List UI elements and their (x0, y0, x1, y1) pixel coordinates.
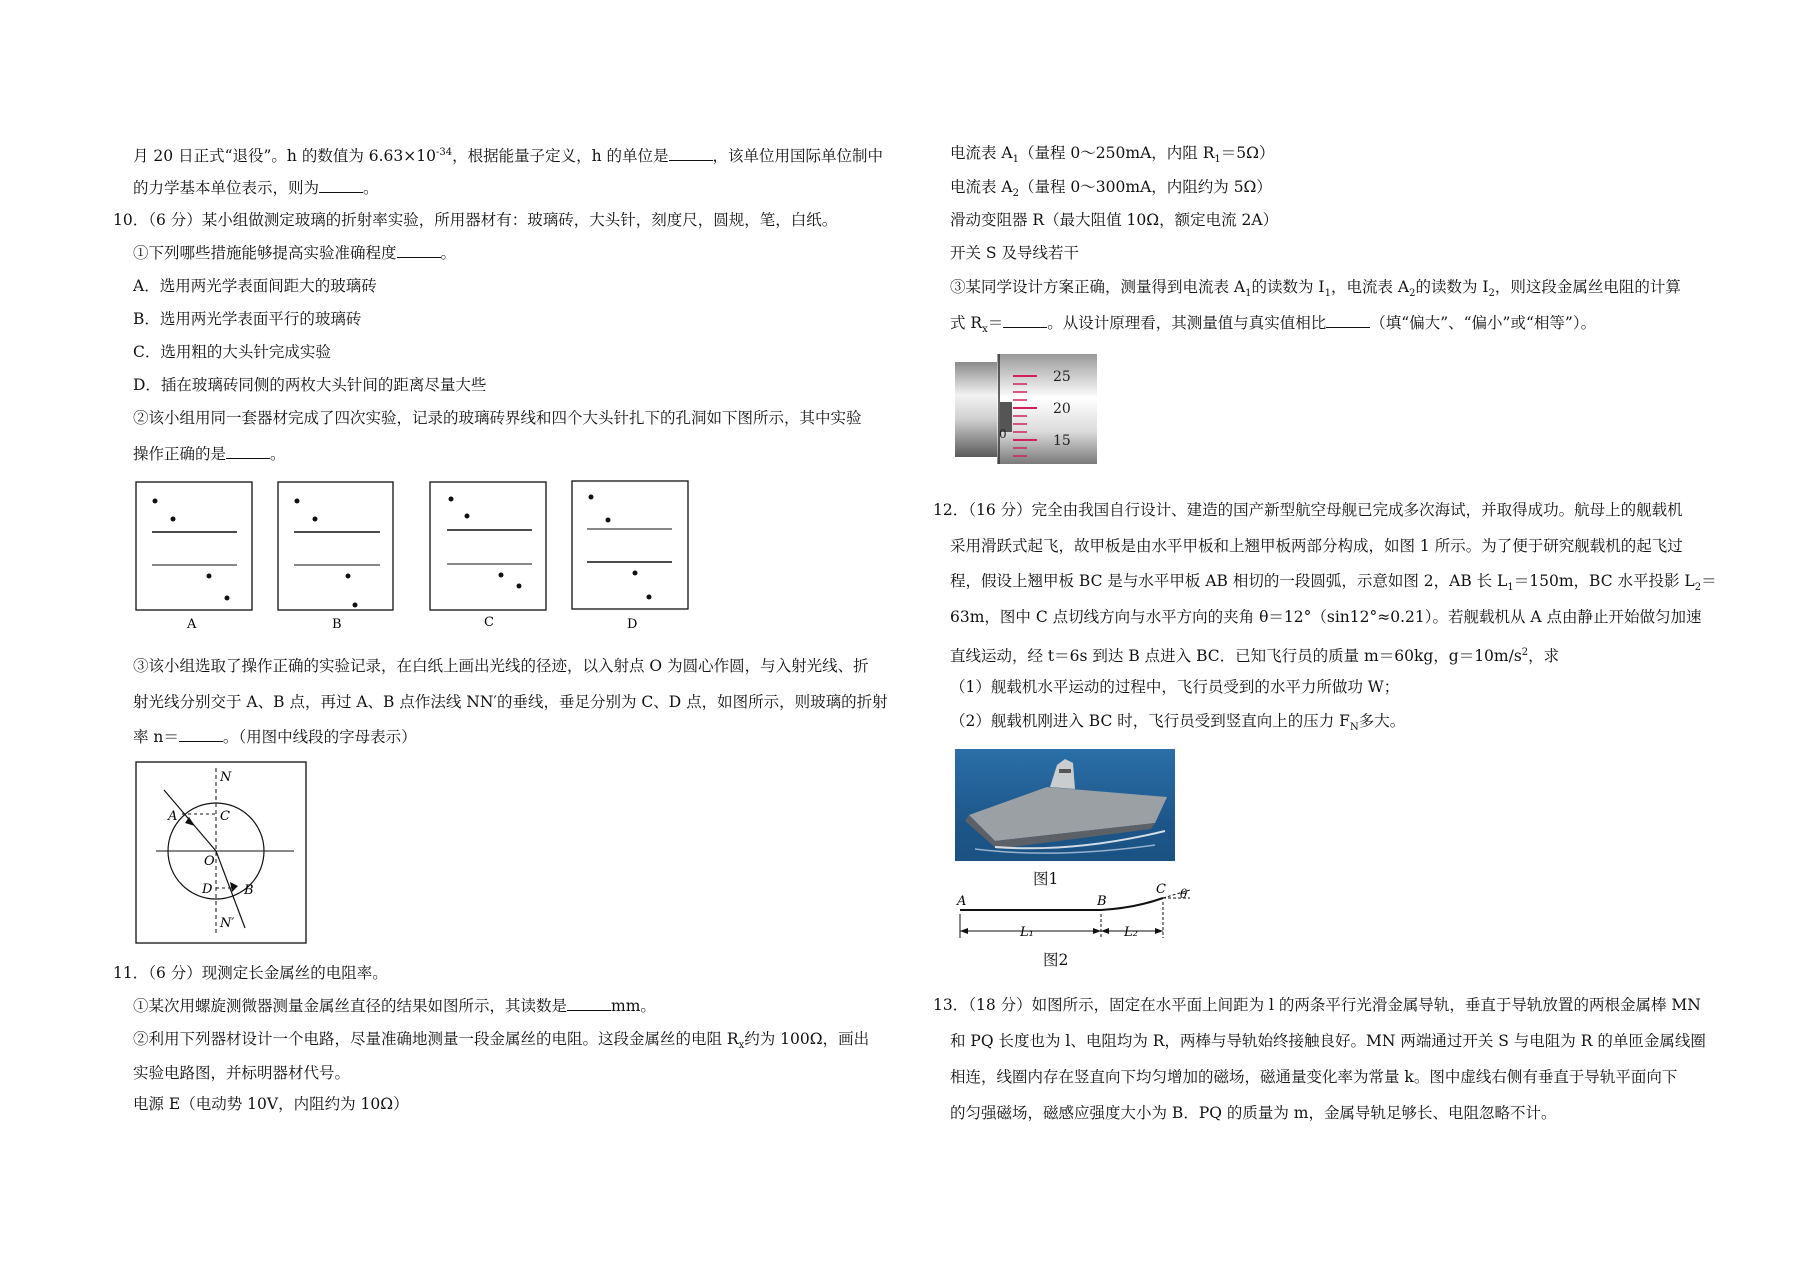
label-o: O (204, 854, 215, 869)
label-b: B (244, 883, 254, 898)
label-n-prime: N′ (220, 916, 235, 931)
q12-sub-1: （1）舰载机水平运动的过程中，飞行员受到的水平力所做功 W； (950, 678, 1400, 696)
deck-label-b: B (1097, 894, 1107, 909)
answer-blank[interactable] (179, 727, 223, 742)
q9-line-1: 月 20 日正式“退役”。h 的数值为 $6.63\times 10^{-34}$，根据能量子定义，h 的单位是 ，该单位用国际单位制中 (133, 147, 884, 166)
label-d: D (202, 882, 213, 897)
q11-part3-line2: 式 $R_x=$ 。从设计原理看，其测量值与真实值相比 （填“偏大”、“偏小”或“相等”）。 (950, 314, 1597, 336)
refraction-circle-diagram (134, 760, 309, 947)
diagram-label-b: B (332, 617, 342, 632)
q10-stem: 10．（6 分）某小组做测定玻璃的折射率实验，所用器材有：玻璃砖，大头针，刻度尺，圆规，笔，白纸。 (113, 211, 838, 229)
diagram-d (572, 481, 688, 632)
q10-part3-line1: ③该小组选取了操作正确的实验记录，在白纸上画出光线的径迹，以入射点 O 为圆心作圆，与入射光线、折 (133, 657, 869, 675)
q10-option-c: C．选用粗的大头针完成实验 (133, 343, 331, 361)
label-a: A (168, 809, 178, 824)
answer-blank[interactable] (1326, 313, 1370, 328)
rheostat: 滑动变阻器 R（最大阻值 10Ω，额定电流 2A） (950, 211, 1279, 229)
mic-label-0: 0 (999, 427, 1007, 441)
q13-line-2: 和 PQ 长度也为 l、电阻均为 R，两棒与导轨始终接触良好。MN 两端通过开关 S 与电阻为 R 的单匝金属线圈 (950, 1032, 1706, 1050)
deck-label-a: A (957, 894, 967, 909)
q12-line-2: 采用滑跃式起飞，故甲板是由水平甲板和上翘甲板两部分构成，如图 1 所示。为了便于研究舰载机的起飞过 (950, 537, 1683, 555)
q12-line-3: 程，假设上翘甲板 BC 是与水平甲板 AB 相切的一段圆弧，示意如图 2，AB 长 $L_1=150m$，BC 水平投影 $L_2=$ (950, 572, 1717, 594)
q11-source: 电源 E（电动势 10V，内阻约为 10Ω） (133, 1095, 409, 1113)
q12-line-5: 直线运动，经 t＝6s 到达 B 点进入 BC．已知飞行员的质量 m＝60kg，$g=10m/s^2$，求 (950, 647, 1560, 666)
ammeter-a1: 电流表 $A_1$（量程 0～250mA，内阻 $R_1=5\Omega$） (950, 144, 1275, 166)
mic-label-20: 20 (1053, 401, 1071, 417)
answer-blank[interactable] (567, 996, 611, 1011)
micrometer-photo (955, 354, 1098, 464)
aircraft-carrier-photo (955, 749, 1175, 861)
q10-part1: ①下列哪些措施能够提高实验准确程度 。 (133, 244, 457, 262)
q10-part3-line3: 率 n＝ 。（用图中线段的字母表示） (133, 728, 417, 746)
deck-label-l2: L₂ (1124, 925, 1138, 940)
q13-line-3: 相连，线圈内存在竖直向下均匀增加的磁场，磁通量变化率为常量 k。图中虚线右侧有垂直于导轨平面向下 (950, 1068, 1678, 1086)
q11-stem: 11．（6 分）现测定长金属丝的电阻率。 (113, 964, 388, 982)
q9-line-2: 的力学基本单位表示，则为 。 (133, 179, 379, 197)
answer-blank[interactable] (669, 146, 713, 161)
mic-label-15: 15 (1053, 433, 1071, 449)
mic-label-25: 25 (1053, 369, 1071, 385)
answer-blank[interactable] (226, 444, 270, 459)
deck-label-theta: θ (1180, 887, 1188, 901)
label-c: C (220, 809, 230, 824)
q12-sub-2: （2）舰载机刚进入 BC 时，飞行员受到竖直向上的压力 $F_N$多大。 (950, 712, 1406, 734)
deck-label-l1: L₁ (1020, 925, 1034, 940)
diagram-label-c: C (484, 615, 494, 630)
label-n: N (220, 770, 232, 785)
deck-label-c: C (1156, 882, 1166, 897)
diagram-a (136, 482, 252, 632)
ammeter-a2: 电流表 $A_2$（量程 0～300mA，内阻约为 5Ω） (950, 178, 1272, 200)
answer-blank[interactable] (319, 178, 363, 193)
q13-line-1: 13．（18 分）如图所示，固定在水平面上间距为 l 的两条平行光滑金属导轨，垂直于导轨放置的两根金属棒 MN (933, 996, 1701, 1014)
diagram-label-a: A (187, 617, 197, 632)
q11-part2-line1: ②利用下列器材设计一个电路，尽量准确地测量一段金属丝的电阻。这段金属丝的电阻 $R_x$约为 100Ω，画出 (133, 1030, 870, 1052)
deck-diagram (950, 876, 1190, 948)
pin-diagrams (130, 475, 700, 635)
q12-line-1: 12．（16 分）完全由我国自行设计、建造的国产新型航空母舰已完成多次海试，并取得成功。航母上的舰载机 (933, 501, 1683, 519)
q11-part2-line2: 实验电路图，并标明器材代号。 (133, 1064, 351, 1082)
figure-1-caption: 图1 (1033, 870, 1059, 888)
answer-blank[interactable] (1003, 313, 1047, 328)
diagram-label-d: D (627, 617, 638, 632)
q10-part2-line2: 操作正确的是 。 (133, 445, 286, 463)
diagram-b (278, 482, 393, 632)
q11-part3-line1: ③某同学设计方案正确，测量得到电流表 $A_1$的读数为 $I_1$，电流表 $A_2$的读数为 $I_2$，则这段金属丝电阻的计算 (950, 278, 1681, 300)
q11-part1: ①某次用螺旋测微器测量金属丝直径的结果如图所示，其读数是 mm。 (133, 997, 656, 1015)
diagram-c (430, 482, 546, 630)
q10-part2-line1: ②该小组用同一套器材完成了四次实验，记录的玻璃砖界线和四个大头针扎下的孔洞如下图所示，其中实验 (133, 409, 862, 427)
switch-wires: 开关 S 及导线若干 (950, 244, 1079, 262)
q10-option-d: D．插在玻璃砖同侧的两枚大头针间的距离尽量大些 (133, 376, 487, 394)
q10-option-a: A．选用两光学表面间距大的玻璃砖 (133, 277, 377, 295)
answer-blank[interactable] (397, 243, 441, 258)
q10-part3-line2: 射光线分别交于 A、B 点，再过 A、B 点作法线 NN′的垂线，垂足分别为 C、D 点，如图所示，则玻璃的折射 (133, 693, 888, 711)
q12-line-4: 63m，图中 C 点切线方向与水平方向的夹角 θ＝12°（sin12°≈0.21）。若舰载机从 A 点由静止开始做匀加速 (950, 608, 1702, 626)
q10-option-b: B．选用两光学表面平行的玻璃砖 (133, 310, 362, 328)
q13-line-4: 的匀强磁场，磁感应强度大小为 B．PQ 的质量为 m，金属导轨足够长、电阻忽略不计。 (950, 1104, 1557, 1122)
figure-2-caption: 图2 (1043, 951, 1069, 969)
